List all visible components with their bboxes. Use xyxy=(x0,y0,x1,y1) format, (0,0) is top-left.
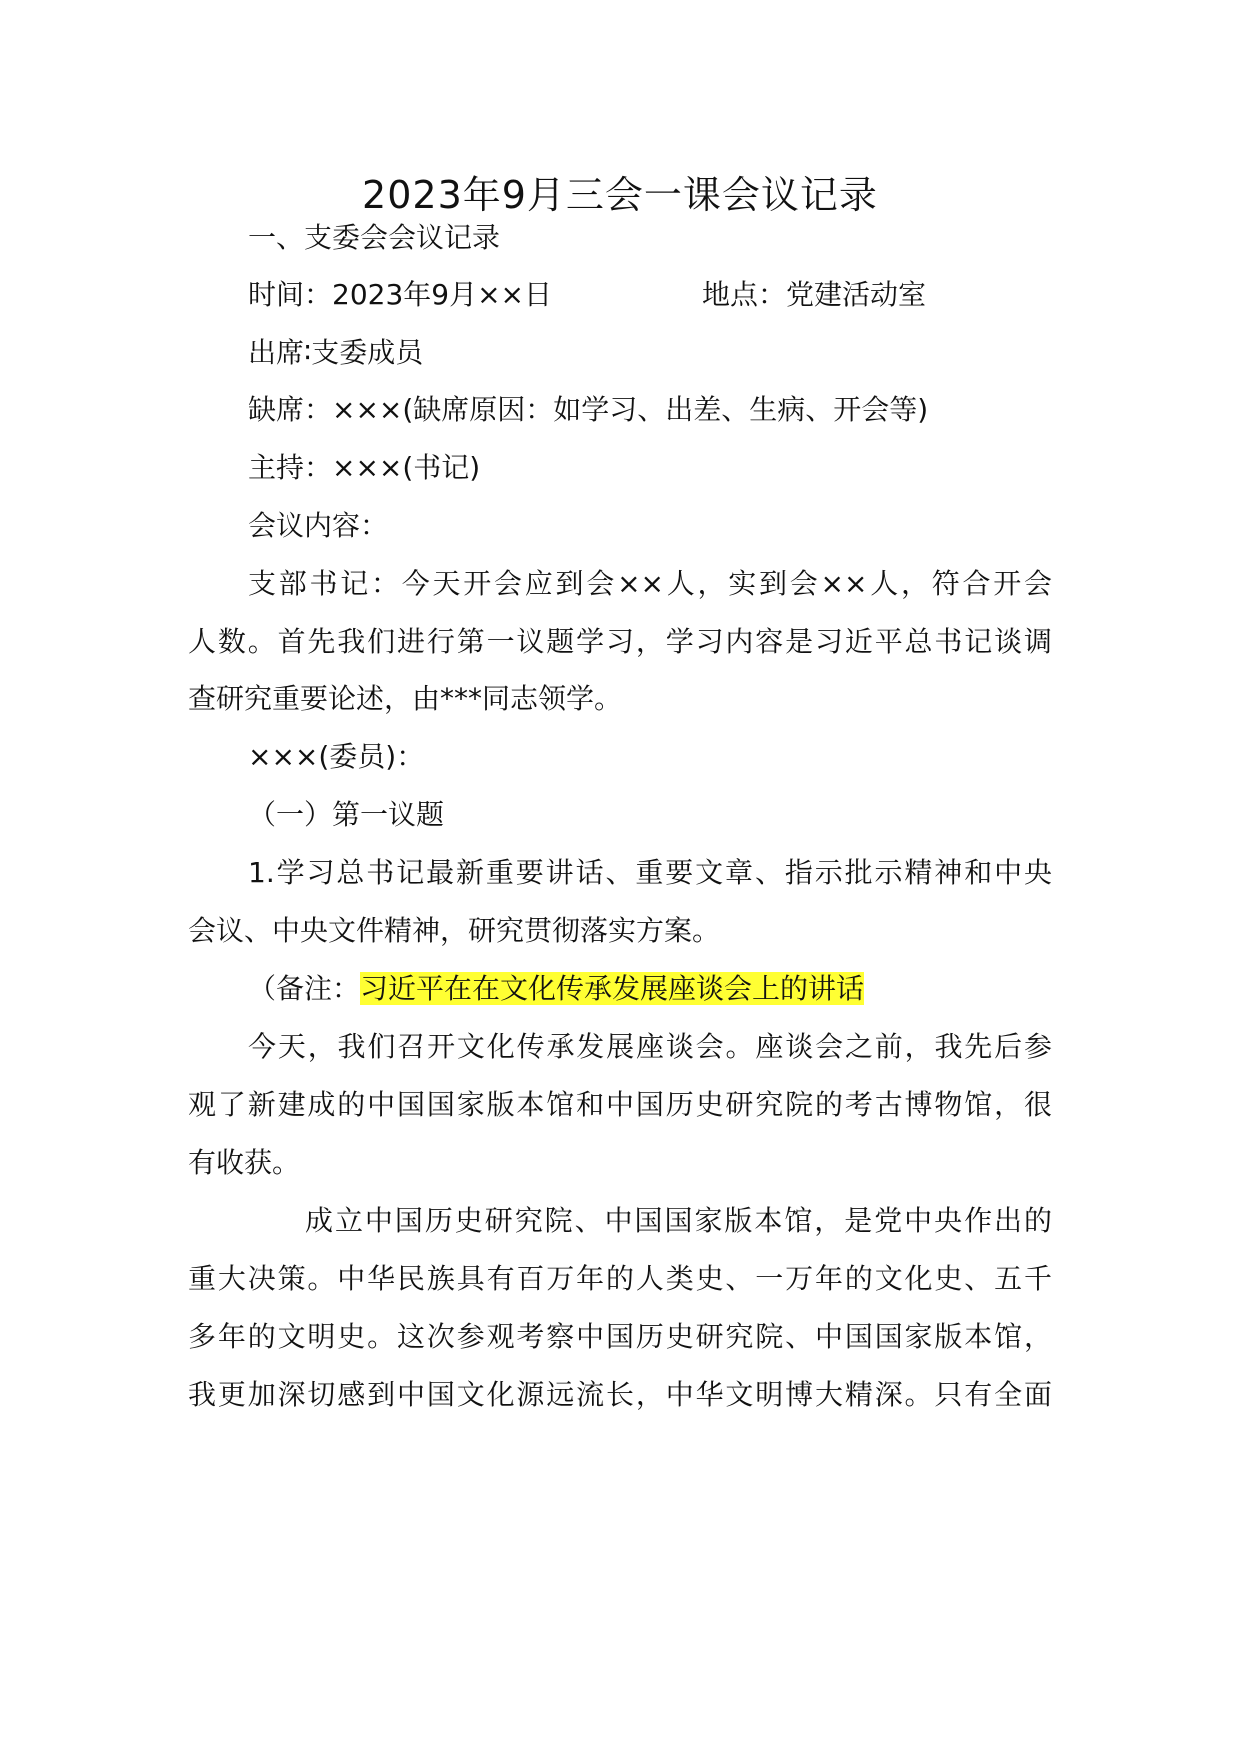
speech-para2-line: 我更加深切感到中国文化源远流长，中华文明博大精深。只有全面 xyxy=(188,1378,1052,1411)
secretary-para-line: 支部书记：今天开会应到会××人，实到会××人，符合开会 xyxy=(248,567,1052,600)
speech-para2-line: 成立中国历史研究院、中国国家版本馆，是党中央作出的 xyxy=(305,1204,1052,1237)
host: 主持：×××(书记) xyxy=(248,451,481,484)
speech-para1-line: 今天，我们召开文化传承发展座谈会。座谈会之前，我先后参 xyxy=(248,1030,1052,1063)
speech-para1-line: 观了新建成的中国国家版本馆和中国历史研究院的考古博物馆，很 xyxy=(188,1088,1052,1121)
member-label: ×××(委员)： xyxy=(248,740,425,773)
absence: 缺席：×××(缺席原因：如学习、出差、生病、开会等) xyxy=(248,393,929,426)
secretary-para-line: 人数。首先我们进行第一议题学习，学习内容是习近平总书记谈调 xyxy=(188,625,1052,658)
section-heading: 一、支委会会议记录 xyxy=(248,221,501,254)
content-label: 会议内容： xyxy=(248,509,389,542)
topic-heading: （一）第一议题 xyxy=(248,798,445,831)
item1-line: 会议、中央文件精神，研究贯彻落实方案。 xyxy=(188,914,721,947)
secretary-para-line: 查研究重要论述，由***同志领学。 xyxy=(188,682,623,715)
speech-para2-line: 多年的文明史。这次参观考察中国历史研究院、中国国家版本馆， xyxy=(188,1320,1052,1353)
meeting-time: 时间：2023年9月××日 xyxy=(248,278,552,311)
note-prefix: （备注： xyxy=(248,972,361,1005)
speech-para2-line: 重大决策。中华民族具有百万年的人类史、一万年的文化史、五千 xyxy=(188,1262,1052,1295)
document-title: 2023年9月三会一课会议记录 xyxy=(362,173,878,217)
item1-line: 1.学习总书记最新重要讲话、重要文章、指示批示精神和中央 xyxy=(248,856,1052,889)
note-highlight: 习近平在在文化传承发展座谈会上的讲话 xyxy=(360,972,865,1005)
attendance: 出席∶支委成员 xyxy=(248,336,424,369)
speech-para1-line: 有收获。 xyxy=(188,1146,301,1179)
meeting-location: 地点：党建活动室 xyxy=(702,278,927,311)
note-line xyxy=(248,969,864,1009)
